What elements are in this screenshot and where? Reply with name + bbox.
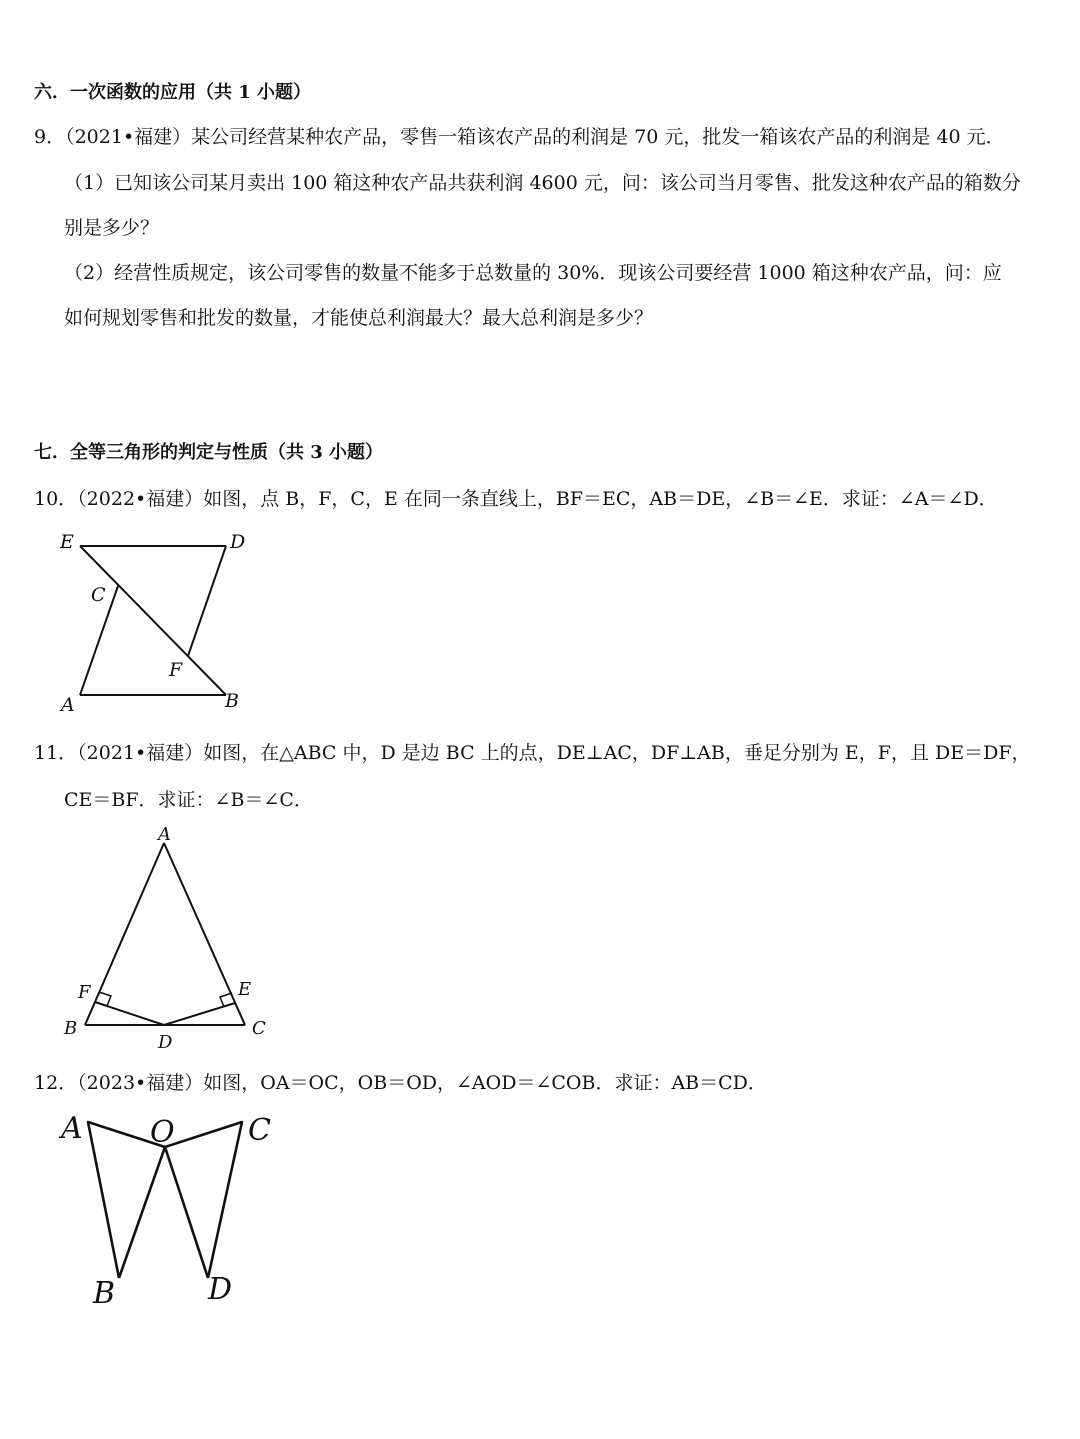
label-c: C bbox=[252, 1018, 266, 1039]
question-9-part1-line2: 别是多少？ bbox=[64, 217, 160, 239]
question-10-figure bbox=[0, 525, 300, 720]
segment-ba bbox=[85, 843, 164, 1025]
label-d: D bbox=[230, 531, 246, 553]
question-10-stem: 10．（2022•福建）如图，点 B，F，C，E 在同一条直线上，BF＝EC，AB＝DE，∠B＝∠E．求证：∠A＝∠D． bbox=[34, 488, 998, 510]
label-a: A bbox=[61, 1111, 83, 1146]
segment-ca bbox=[164, 843, 245, 1025]
question-11-figure bbox=[0, 820, 300, 1055]
label-e: E bbox=[60, 531, 74, 553]
triangle-cod bbox=[165, 1122, 242, 1278]
label-o: O bbox=[150, 1115, 175, 1150]
question-9-stem: 9．（2021•福建）某公司经营某种农产品，零售一箱该农产品的利润是 70 元，批发一箱该农产品的利润是 40 元． bbox=[34, 126, 1005, 148]
question-12-figure bbox=[0, 1100, 320, 1315]
segment-df bbox=[95, 1002, 164, 1025]
question-12-stem: 12．（2023•福建）如图，OA＝OC，OB＝OD，∠AOD＝∠COB．求证：AB＝CD． bbox=[34, 1072, 767, 1094]
label-a: A bbox=[61, 694, 75, 716]
label-f: F bbox=[169, 659, 183, 681]
segment-df bbox=[188, 546, 226, 656]
label-d: D bbox=[158, 1032, 173, 1053]
label-f: F bbox=[78, 982, 91, 1003]
section-heading-congruent-triangles: 七．全等三角形的判定与性质（共 3 小题） bbox=[34, 442, 384, 463]
label-b: B bbox=[64, 1018, 78, 1039]
label-c: C bbox=[248, 1113, 271, 1148]
label-b: B bbox=[93, 1276, 116, 1311]
label-e: E bbox=[238, 979, 252, 1000]
label-a: A bbox=[158, 824, 171, 845]
question-11-stem-line2: CE＝BF．求证：∠B＝∠C． bbox=[64, 789, 313, 811]
label-c: C bbox=[91, 584, 106, 606]
question-9-part2-line1: （2）经营性质规定，该公司零售的数量不能多于总数量的 30%．现该公司要经营 1000 箱这种农产品，问：应 bbox=[64, 262, 1002, 284]
section-heading-linear-function: 六．一次函数的应用（共 1 小题） bbox=[34, 82, 312, 103]
question-9-part1-line1: （1）已知该公司某月卖出 100 箱这种农产品共获利润 4600 元，问：该公司当月零售、批发这种农产品的箱数分 bbox=[64, 172, 1021, 194]
label-b: B bbox=[225, 690, 239, 712]
question-9-part2-line2: 如何规划零售和批发的数量，才能使总利润最大？最大总利润是多少？ bbox=[64, 307, 654, 329]
label-d: D bbox=[208, 1272, 233, 1307]
segment-eb bbox=[80, 546, 226, 695]
question-11-stem-line1: 11．（2021•福建）如图，在△ABC 中，D 是边 BC 上的点，DE⊥AC，DF⊥AB，垂足分别为 E，F，且 DE＝DF， bbox=[34, 742, 1031, 764]
